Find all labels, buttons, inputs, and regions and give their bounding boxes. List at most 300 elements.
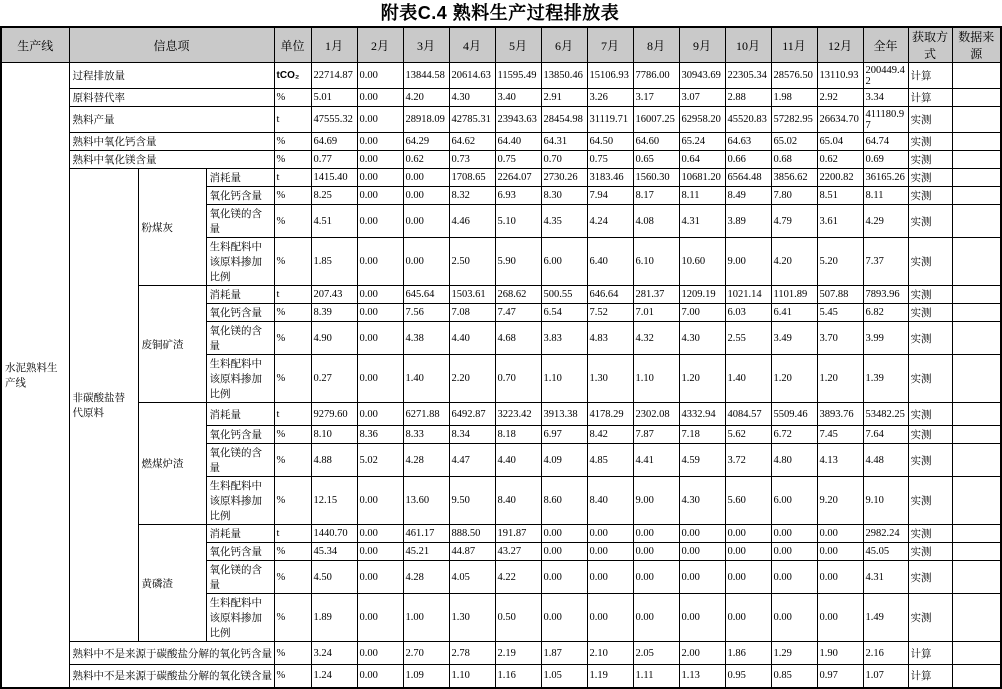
value-cell-month-1: 1440.70 [311,525,357,543]
row-label: 氧化镁的含量 [206,205,274,238]
value-cell-month-7: 15106.93 [587,63,633,89]
value-cell-month-3: 645.64 [403,286,449,304]
value-cell-month-2: 0.00 [357,169,403,187]
value-cell-month-5: 64.40 [495,133,541,151]
column-header-month-3: 3月 [403,27,449,63]
value-cell-month-4: 2.50 [449,238,495,286]
value-cell-month-1: 1.24 [311,665,357,688]
value-cell-month-8: 7.01 [633,304,679,322]
value-cell-month-4: 64.62 [449,133,495,151]
value-cell-month-10: 0.00 [725,594,771,642]
value-cell-month-8: 2.05 [633,642,679,665]
value-cell-month-5: 3223.42 [495,403,541,426]
value-cell-month-8: 0.00 [633,543,679,561]
material-label: 粉煤灰 [138,169,206,286]
value-cell-month-6: 2.91 [541,89,587,107]
value-cell-month-8: 1.10 [633,355,679,403]
value-cell-month-9: 0.00 [679,561,725,594]
unit-cell: % [274,355,311,403]
material-label: 黄磷渣 [138,525,206,642]
method-cell: 实测 [908,355,952,403]
row-label: 原料替代率 [69,89,274,107]
value-cell-month-6: 6.54 [541,304,587,322]
value-cell-month-12: 0.00 [817,594,863,642]
value-cell-month-1: 22714.87 [311,63,357,89]
value-cell-month-9: 0.00 [679,543,725,561]
value-cell-month-5: 11595.49 [495,63,541,89]
value-cell-month-12: 507.88 [817,286,863,304]
value-cell-month-2: 0.00 [357,355,403,403]
value-cell-annual: 2.16 [863,642,908,665]
source-cell [952,187,1001,205]
value-cell-month-4: 4.47 [449,444,495,477]
method-cell: 实测 [908,477,952,525]
value-cell-month-11: 7.80 [771,187,817,205]
source-cell [952,238,1001,286]
value-cell-month-11: 3.49 [771,322,817,355]
method-cell: 计算 [908,63,952,89]
value-cell-month-12: 1.90 [817,642,863,665]
method-cell: 计算 [908,642,952,665]
value-cell-month-7: 4178.29 [587,403,633,426]
value-cell-month-1: 0.77 [311,151,357,169]
value-cell-month-4: 4.40 [449,322,495,355]
unit-cell: % [274,304,311,322]
value-cell-month-7: 1.30 [587,355,633,403]
value-cell-month-1: 4.90 [311,322,357,355]
value-cell-month-5: 5.90 [495,238,541,286]
method-cell: 计算 [908,665,952,688]
value-cell-month-5: 4.68 [495,322,541,355]
value-cell-annual: 7893.96 [863,286,908,304]
value-cell-month-3: 461.17 [403,525,449,543]
unit-cell: tCO₂ [274,63,311,89]
value-cell-month-9: 10681.20 [679,169,725,187]
value-cell-annual: 0.69 [863,151,908,169]
value-cell-month-7: 0.00 [587,594,633,642]
value-cell-month-2: 0.00 [357,561,403,594]
value-cell-month-9: 7.18 [679,426,725,444]
value-cell-month-11: 1.29 [771,642,817,665]
row-label: 生料配料中该原料掺加比例 [206,238,274,286]
value-cell-month-7: 6.40 [587,238,633,286]
value-cell-month-11: 4.20 [771,238,817,286]
value-cell-month-11: 1.98 [771,89,817,107]
value-cell-month-1: 45.34 [311,543,357,561]
value-cell-month-10: 0.66 [725,151,771,169]
value-cell-month-7: 4.24 [587,205,633,238]
value-cell-month-9: 4.31 [679,205,725,238]
value-cell-month-8: 4.08 [633,205,679,238]
source-cell [952,322,1001,355]
method-cell: 实测 [908,187,952,205]
value-cell-month-10: 0.00 [725,543,771,561]
value-cell-annual: 1.49 [863,594,908,642]
value-cell-month-6: 0.00 [541,525,587,543]
value-cell-month-10: 4084.57 [725,403,771,426]
value-cell-month-1: 1415.40 [311,169,357,187]
value-cell-month-3: 2.70 [403,642,449,665]
value-cell-month-5: 4.22 [495,561,541,594]
value-cell-month-3: 7.56 [403,304,449,322]
value-cell-month-8: 1560.30 [633,169,679,187]
value-cell-annual: 1.39 [863,355,908,403]
value-cell-month-7: 3183.46 [587,169,633,187]
value-cell-month-12: 5.20 [817,238,863,286]
table-row [1,642,1001,665]
column-header-info: 信息项 [69,27,274,63]
value-cell-month-3: 0.00 [403,169,449,187]
unit-cell: % [274,444,311,477]
value-cell-month-10: 1.86 [725,642,771,665]
value-cell-month-10: 3.89 [725,205,771,238]
row-label: 氧化钙含量 [206,426,274,444]
row-label: 熟料产量 [69,107,274,133]
value-cell-month-9: 1.20 [679,355,725,403]
source-cell [952,525,1001,543]
value-cell-month-4: 1.10 [449,665,495,688]
value-cell-month-9: 8.11 [679,187,725,205]
source-cell [952,642,1001,665]
value-cell-month-8: 6.10 [633,238,679,286]
column-header-month-9: 9月 [679,27,725,63]
value-cell-month-5: 7.47 [495,304,541,322]
source-cell [952,594,1001,642]
method-cell: 实测 [908,169,952,187]
value-cell-month-8: 7786.00 [633,63,679,89]
value-cell-month-10: 3.72 [725,444,771,477]
value-cell-month-12: 5.45 [817,304,863,322]
table-row [1,63,1001,89]
value-cell-month-11: 0.68 [771,151,817,169]
group-label: 非碳酸盐替代原料 [69,169,138,642]
value-cell-month-11: 0.00 [771,594,817,642]
source-cell [952,665,1001,688]
value-cell-month-2: 0.00 [357,133,403,151]
value-cell-month-4: 888.50 [449,525,495,543]
value-cell-month-3: 1.40 [403,355,449,403]
value-cell-month-11: 5509.46 [771,403,817,426]
unit-cell: % [274,477,311,525]
value-cell-month-5: 4.40 [495,444,541,477]
column-header-month-12: 12月 [817,27,863,63]
value-cell-month-5: 6.93 [495,187,541,205]
value-cell-month-6: 64.31 [541,133,587,151]
value-cell-month-9: 30943.69 [679,63,725,89]
value-cell-annual: 53482.25 [863,403,908,426]
value-cell-month-9: 4.59 [679,444,725,477]
value-cell-month-9: 62958.20 [679,107,725,133]
value-cell-month-1: 8.39 [311,304,357,322]
value-cell-month-9: 10.60 [679,238,725,286]
source-cell [952,205,1001,238]
unit-cell: % [274,187,311,205]
value-cell-month-6: 6.97 [541,426,587,444]
value-cell-month-7: 0.75 [587,151,633,169]
value-cell-month-11: 0.00 [771,543,817,561]
value-cell-annual: 6.82 [863,304,908,322]
unit-cell: % [274,322,311,355]
value-cell-month-9: 1209.19 [679,286,725,304]
source-cell [952,444,1001,477]
value-cell-month-6: 2730.26 [541,169,587,187]
value-cell-month-1: 47555.32 [311,107,357,133]
value-cell-month-10: 6564.48 [725,169,771,187]
value-cell-month-11: 0.00 [771,525,817,543]
value-cell-month-8: 64.60 [633,133,679,151]
value-cell-month-3: 4.28 [403,561,449,594]
value-cell-month-3: 4.28 [403,444,449,477]
value-cell-annual: 3.99 [863,322,908,355]
source-cell [952,561,1001,594]
value-cell-month-4: 1503.61 [449,286,495,304]
row-label: 氧化镁的含量 [206,322,274,355]
value-cell-month-2: 0.00 [357,107,403,133]
value-cell-month-10: 5.62 [725,426,771,444]
value-cell-month-8: 3.17 [633,89,679,107]
value-cell-annual: 8.11 [863,187,908,205]
value-cell-month-5: 2264.07 [495,169,541,187]
value-cell-month-10: 9.00 [725,238,771,286]
value-cell-month-10: 2.88 [725,89,771,107]
value-cell-annual: 45.05 [863,543,908,561]
method-cell: 实测 [908,561,952,594]
method-cell: 计算 [908,89,952,107]
value-cell-month-1: 5.01 [311,89,357,107]
value-cell-month-11: 6.72 [771,426,817,444]
value-cell-month-4: 6492.87 [449,403,495,426]
column-header-month-6: 6月 [541,27,587,63]
value-cell-month-1: 8.25 [311,187,357,205]
value-cell-month-8: 16007.25 [633,107,679,133]
value-cell-month-10: 45520.83 [725,107,771,133]
value-cell-month-10: 8.49 [725,187,771,205]
source-cell [952,477,1001,525]
value-cell-month-2: 0.00 [357,304,403,322]
value-cell-month-5: 2.19 [495,642,541,665]
value-cell-month-4: 4.30 [449,89,495,107]
value-cell-month-12: 8.51 [817,187,863,205]
column-header-month-2: 2月 [357,27,403,63]
value-cell-month-6: 4.35 [541,205,587,238]
value-cell-month-9: 0.00 [679,594,725,642]
value-cell-month-4: 9.50 [449,477,495,525]
unit-cell: % [274,543,311,561]
column-header-unit: 单位 [274,27,311,63]
value-cell-month-2: 0.00 [357,238,403,286]
value-cell-month-4: 7.08 [449,304,495,322]
value-cell-month-11: 4.79 [771,205,817,238]
value-cell-month-4: 4.05 [449,561,495,594]
value-cell-month-1: 12.15 [311,477,357,525]
value-cell-month-6: 13850.46 [541,63,587,89]
method-cell: 实测 [908,205,952,238]
value-cell-month-3: 13.60 [403,477,449,525]
column-header-month-1: 1月 [311,27,357,63]
row-label: 熟料中氧化钙含量 [69,133,274,151]
value-cell-month-5: 23943.63 [495,107,541,133]
value-cell-month-7: 0.00 [587,543,633,561]
value-cell-month-6: 8.60 [541,477,587,525]
material-label: 废铜矿渣 [138,286,206,403]
value-cell-month-12: 2.92 [817,89,863,107]
value-cell-month-4: 2.20 [449,355,495,403]
value-cell-month-12: 3.70 [817,322,863,355]
header-row [1,27,1001,63]
value-cell-month-8: 0.00 [633,594,679,642]
value-cell-annual: 2982.24 [863,525,908,543]
row-label: 生料配料中该原料掺加比例 [206,477,274,525]
table-row [1,525,1001,543]
column-header-month-11: 11月 [771,27,817,63]
source-cell [952,151,1001,169]
value-cell-annual: 3.34 [863,89,908,107]
value-cell-month-12: 9.20 [817,477,863,525]
value-cell-month-9: 1.13 [679,665,725,688]
value-cell-month-2: 0.00 [357,63,403,89]
value-cell-month-12: 26634.70 [817,107,863,133]
unit-cell: t [274,169,311,187]
production-line-label: 水泥熟料生产线 [1,63,69,688]
value-cell-month-10: 0.00 [725,561,771,594]
value-cell-month-4: 4.46 [449,205,495,238]
source-cell [952,355,1001,403]
value-cell-annual: 411180.97 [863,107,908,133]
value-cell-month-3: 6271.88 [403,403,449,426]
value-cell-month-2: 0.00 [357,322,403,355]
value-cell-month-5: 43.27 [495,543,541,561]
method-cell: 实测 [908,322,952,355]
value-cell-month-3: 64.29 [403,133,449,151]
method-cell: 实测 [908,525,952,543]
value-cell-month-8: 9.00 [633,477,679,525]
value-cell-month-3: 0.00 [403,205,449,238]
table-row [1,169,1001,187]
value-cell-month-12: 2200.82 [817,169,863,187]
value-cell-month-11: 1.20 [771,355,817,403]
value-cell-month-7: 2.10 [587,642,633,665]
value-cell-month-8: 8.17 [633,187,679,205]
value-cell-month-9: 4.30 [679,322,725,355]
value-cell-month-10: 1021.14 [725,286,771,304]
value-cell-month-10: 1.40 [725,355,771,403]
value-cell-month-3: 0.62 [403,151,449,169]
value-cell-month-11: 0.00 [771,561,817,594]
value-cell-month-3: 4.20 [403,89,449,107]
row-label: 过程排放量 [69,63,274,89]
method-cell: 实测 [908,133,952,151]
source-cell [952,89,1001,107]
value-cell-month-1: 4.50 [311,561,357,594]
value-cell-month-12: 0.00 [817,543,863,561]
value-cell-month-12: 0.00 [817,525,863,543]
value-cell-month-3: 28918.09 [403,107,449,133]
unit-cell: % [274,151,311,169]
value-cell-month-9: 2.00 [679,642,725,665]
value-cell-month-6: 4.09 [541,444,587,477]
value-cell-month-7: 646.64 [587,286,633,304]
value-cell-annual: 64.74 [863,133,908,151]
source-cell [952,543,1001,561]
column-header-month-4: 4月 [449,27,495,63]
value-cell-month-6: 1.87 [541,642,587,665]
material-label: 燃煤炉渣 [138,403,206,525]
value-cell-month-10: 2.55 [725,322,771,355]
value-cell-month-2: 0.00 [357,205,403,238]
column-header-month-10: 10月 [725,27,771,63]
value-cell-month-12: 0.00 [817,561,863,594]
column-header-month-8: 8月 [633,27,679,63]
method-cell: 实测 [908,403,952,426]
value-cell-month-8: 0.65 [633,151,679,169]
value-cell-month-2: 0.00 [357,151,403,169]
value-cell-month-6: 0.70 [541,151,587,169]
value-cell-month-2: 5.02 [357,444,403,477]
value-cell-annual: 4.48 [863,444,908,477]
value-cell-month-4: 44.87 [449,543,495,561]
value-cell-month-1: 1.89 [311,594,357,642]
value-cell-month-9: 4332.94 [679,403,725,426]
value-cell-month-1: 1.85 [311,238,357,286]
value-cell-month-2: 0.00 [357,477,403,525]
source-cell [952,63,1001,89]
value-cell-annual: 7.37 [863,238,908,286]
value-cell-month-5: 0.75 [495,151,541,169]
value-cell-month-7: 7.94 [587,187,633,205]
source-cell [952,403,1001,426]
value-cell-month-11: 0.85 [771,665,817,688]
value-cell-month-11: 65.02 [771,133,817,151]
value-cell-month-1: 207.43 [311,286,357,304]
value-cell-month-6: 6.00 [541,238,587,286]
value-cell-month-9: 3.07 [679,89,725,107]
source-cell [952,286,1001,304]
unit-cell: t [274,525,311,543]
row-label: 生料配料中该原料掺加比例 [206,594,274,642]
row-label: 氧化钙含量 [206,304,274,322]
column-header-line: 生产线 [1,27,69,63]
value-cell-month-9: 0.00 [679,525,725,543]
emission-table [0,26,1002,689]
value-cell-month-11: 4.80 [771,444,817,477]
value-cell-month-5: 8.40 [495,477,541,525]
value-cell-month-10: 64.63 [725,133,771,151]
value-cell-month-3: 13844.58 [403,63,449,89]
method-cell: 实测 [908,151,952,169]
value-cell-month-2: 0.00 [357,665,403,688]
value-cell-month-6: 500.55 [541,286,587,304]
value-cell-month-2: 0.00 [357,594,403,642]
value-cell-month-7: 8.42 [587,426,633,444]
method-cell: 实测 [908,107,952,133]
value-cell-month-5: 8.18 [495,426,541,444]
table-row [1,403,1001,426]
value-cell-month-4: 20614.63 [449,63,495,89]
value-cell-annual: 4.29 [863,205,908,238]
column-header-month-7: 7月 [587,27,633,63]
value-cell-month-5: 3.40 [495,89,541,107]
table-row [1,133,1001,151]
value-cell-month-3: 1.09 [403,665,449,688]
value-cell-month-10: 0.00 [725,525,771,543]
unit-cell: % [274,665,311,688]
source-cell [952,133,1001,151]
value-cell-month-4: 2.78 [449,642,495,665]
row-label: 氧化镁的含量 [206,444,274,477]
value-cell-month-8: 4.32 [633,322,679,355]
value-cell-month-3: 8.33 [403,426,449,444]
value-cell-month-12: 65.04 [817,133,863,151]
